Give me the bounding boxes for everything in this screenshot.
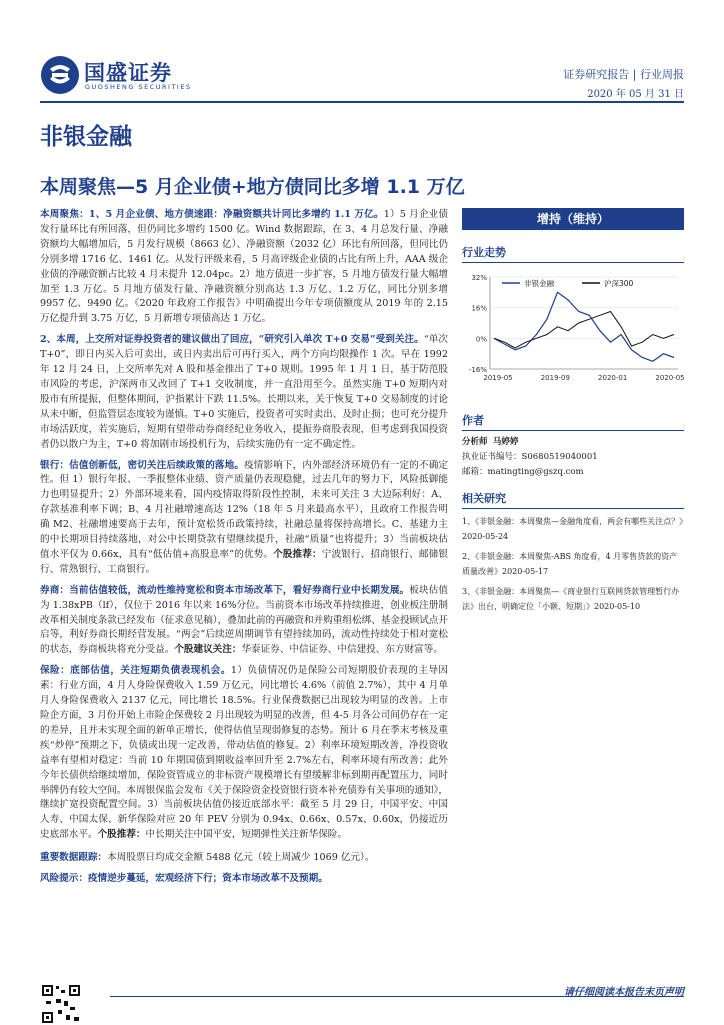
paragraph-data (40, 851, 448, 866)
trend-heading: 行业走势 (462, 244, 684, 263)
paragraph-insurance (40, 664, 448, 843)
qr-code-icon (40, 983, 82, 1025)
paragraph-broker (40, 584, 448, 659)
para-body: 疫情影响下，内外部经济环境仍有一定的不确定性。但 1）银行年报、一季报整体业绩、资产质量仍表现稳健，过去几年的努力下，风险抵御能力也明显提升；2）外部环境来看，国内疫情取得阶段性控制，未来可关注 3 大边际利好：A、存款基准利率下调；B、4 月社融增速高达 12%（18 年 5 月来最高水平），且政府工作报告明确 M2、社融增速要高于去年，预计宽松货币政策持续，社融总量将保持高增长。C、基建力主的中长期项目持续落地，对公中长期贷款有望继续提升，社融“质量”也将提升；3）当前板块估值水平仅为 0.66x，具有“低估值+高股息率”的优势。 (40, 459, 449, 560)
sidebar (462, 208, 684, 614)
paragraph-bank (40, 459, 448, 578)
footer-disclaimer: 请仔细阅读本报告末页声明 (564, 987, 684, 998)
report-date: 2020 年 05 月 31 日 (587, 89, 684, 100)
company-logo (40, 55, 200, 97)
author-heading: 作者 (462, 412, 684, 431)
para-lead: 重要数据跟踪： (40, 852, 108, 864)
para-body: 本周股票日均成交金额 5488 亿元（较上周减少 1069 亿元）。 (107, 852, 375, 864)
x-tick-label: 2020-01 (598, 374, 628, 382)
rec-list: 宁波银行、招商银行、邮储银行、常熟银行、工商银行。 (40, 548, 449, 575)
rec-label: 个股推荐： (97, 829, 146, 841)
para-lead: 券商：当前估值较低，流动性维持宽松和资本市场改革下，看好券商行业中长期发展。 (40, 584, 410, 596)
rec-list: 华泰证券、中信证券、中信建投、东方财富等。 (241, 644, 443, 656)
para-body: 1）负债情况仍是保险公司短期股价表现的主导因素：行业方面，4 月人身险保费收入 1.59 万亿元，同比增长 4.6%（前值 2.7%），其中 4 月单月人身险保费收入 2137 亿元，同比增长 18.5%。行业保费数据已出现较为明显的改善。上市险企方面，3 月份开始上市险企保费较 2 月出现较为明显的改善，但 4-5 月各公司间仍存在一定的差异，且并未实现全面的新单正增长，使得估值呈现弱修复的态势。预计 6 月在季末考核及重疾“炒停”预期之下，负债或出现一定改善，带动估值的修复。2）利率环境短期改善，净投资收益率有望相对稳定：当前 10 年期国债到期收益率回升至 2.7%左右，利率环境有所改善；此外今年长债供给继续增加，保险资管成立的非标资产规模增长有望缓解非标到期再配置压力，同时举牌仍有较大空间。本周银保监会发布《关于保险资金投资银行资本补充债券有关事项的通知》，继续扩宽投资配置空间。3）当前板块估值仍接近底部水平：截至 5 月 29 日，中国平安、中国人寿、中国太保、新华保险对应 20 年 PEV 分别为 0.94x、0.66x、0.57x、0.60x，仍接近历史底部水平。 (40, 665, 449, 841)
report-type: 证券研究报告 | 行业周报 (563, 68, 684, 81)
para-body: 1）5 月企业债发行量环比有所回落，但仍同比多增约 1500 亿。Wind 数据跟踪，在 3、4 月总发行量、净融资额均大幅增加后，5 月发行规模（8663 亿）、净融资额（2032 亿）环比有所回落，但同比仍分别多增 1716 亿、1461 亿。从发行评级来看，5 月高评级企业债的占比有所上升，AAA 级企业债的净融资额占比较 4 月末提升 12.04pc。2）地方债进一步扩容，5 月地方债发行量大幅增加至 1.3 万亿。5 月地方债发行量、净融资额分别高达 1.3 万亿、1.2 万亿，同比分别多增 9957 亿、9490 亿。《2020 年政府工作报告》中明确提出今年专项债额度从 2019 年的 2.15 万亿提升到 3.75 万亿，5 月新增专项债高达 1 万亿。 (40, 209, 448, 325)
report-title: 本周聚焦—5 月企业债+地方债同比多增 1.1 万亿 (40, 176, 465, 198)
cert-label: 执业证书编号： (462, 452, 522, 462)
cert-number: S0680519040001 (521, 452, 598, 462)
related-item[interactable]: 2、《非银金融：本周聚焦-ABS 角度看，4 月零售贷款的资产质量改善》2020-05-17 (462, 552, 678, 576)
x-tick-label: 2019-09 (540, 374, 570, 382)
para-lead: 1、5 月企业债、地方债速跟：净融资额共计同比多增约 1.1 万亿。 (88, 209, 384, 220)
analyst-label: 分析师 (462, 437, 488, 447)
para-lead: 2、本周，上交所对证券投资者的建议做出了回应，“研究引入单次 T+0 交易”受到关注。 (40, 334, 424, 346)
para-lead: 本周聚焦： (40, 209, 89, 220)
para-lead: 风险提示： (40, 873, 88, 885)
legend-label: 沪深300 (604, 279, 634, 288)
x-tick-label: 2019-05 (483, 374, 513, 382)
analyst-name: 马婷婷 (492, 437, 519, 447)
y-tick-label: 32% (471, 274, 487, 282)
rec-label: 个股推荐： (273, 548, 322, 560)
related-heading: 相关研究 (462, 490, 684, 509)
analyst-row (462, 435, 684, 450)
paragraph-t0 (40, 333, 448, 452)
related-item[interactable]: 3、《非银金融：本周聚焦—《商业银行互联网贷款管理暂行办法》出台，明确定位「小额、短期」》2020-05-10 (462, 587, 680, 611)
para-body: “单次 T+0”，即日内买入后可卖出，或日内卖出后可再行买入，两个方向均限操作 1 次。早在 1992 年 12 月 24 日，上交所率先对 A 股和基金推出了 T+0 规则。1995 年 1 月 1 日，基于防范股市风险的考虑，沪深两市又改回了 T+1 交收制度，并一直沿用至今。虽然实施 T+0 短期内对股市有所提振，但整体期间，沪指累计下跌 11.5%。长期以来，关于恢复 T+0 交易制度的讨论从未中断，但监管层态度较为谨慎。T+0 实施后，投资者可实时卖出、及时止损；也可充分提升市场活跃度，若实施后，短期有望带动券商经纪业务收入，提振券商股表现，但考虑到我国投资者仍以散户为主，T+0 将加剧市场投机行为，后续实施仍有一定不确定性。 (40, 334, 448, 450)
logo-icon (40, 55, 80, 95)
logo-text: 国盛证券 (84, 61, 172, 85)
x-tick-label: 2020-05 (655, 374, 684, 382)
para-body: 疫情逆步蔓延，宏观经济下行；资本市场改革不及预期。 (87, 873, 328, 885)
y-tick-label: -16% (468, 366, 487, 374)
rec-list: 中长期关注中国平安，短期弹性关注新华保险。 (145, 829, 347, 841)
rating-badge: 增持（维持） (462, 208, 684, 230)
trend-chart (462, 269, 684, 391)
email-row (462, 465, 684, 480)
main-content (40, 208, 448, 893)
related-item[interactable]: 1、《非银金融：本周聚焦—金融角度看，两会有哪些关注点？》2020-05-24 (462, 517, 684, 541)
email-label: 邮箱： (462, 467, 488, 477)
cert-row (462, 450, 684, 465)
rec-label: 个股建议关注： (174, 644, 242, 656)
series-line (494, 292, 674, 361)
y-tick-label: 0% (475, 335, 487, 344)
header-divider (40, 101, 684, 103)
logo-subtext: GUOSHENG SECURITIES (85, 83, 192, 91)
email-link[interactable]: matingting@gszq.com (487, 467, 584, 477)
paragraph-focus (40, 208, 448, 327)
para-lead: 银行：估值创新低，密切关注后续政策的落地。 (40, 459, 245, 471)
paragraph-risk (40, 872, 448, 887)
para-lead: 保险：底部估值，关注短期负债表现机会。 (40, 665, 231, 677)
legend-label: 非银金融 (524, 279, 554, 288)
sector-title: 非银金融 (40, 124, 132, 150)
y-tick-label: 16% (471, 304, 487, 313)
para-body: 板块估值为 1.38xPB（lf），仅位于 2016 年以来 16%分位。当前资本市场改革持续推进，创业板注册制改革相关制度条款已经发布（征求意见稿），叠加此前的再融资和并购重组松绑、基金投顾试点开启等，利好券商长期经营发展。“两会”后续逆周期调节有望持续加码，流动性持续处于相对宽松的状态，券商板块将充分受益。 (40, 584, 449, 656)
series-line (494, 312, 674, 348)
